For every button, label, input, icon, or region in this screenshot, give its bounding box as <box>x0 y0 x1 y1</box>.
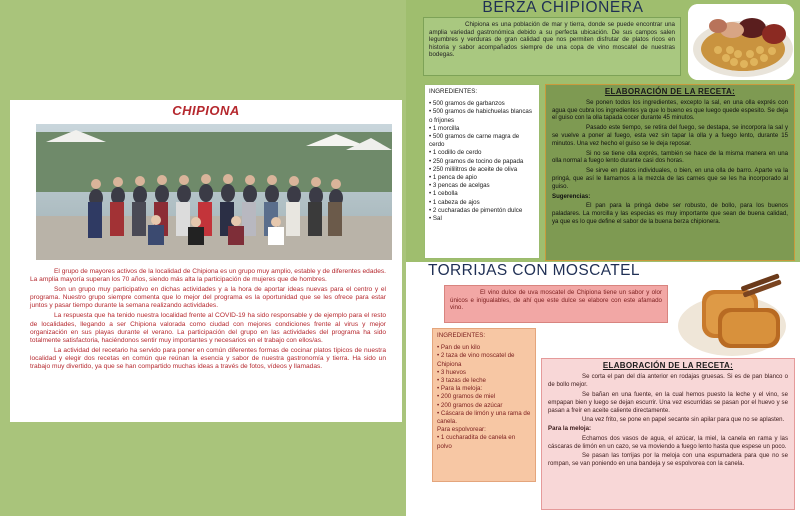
torrijas-intro: El vino dulce de uva moscatel de Chipiona tiene un sabor y olor únicos e inigualables, de ahí que este dulce se elabore con este afamado vino. <box>444 285 668 323</box>
ingredient-item: • 500 gramos de carne magra de cerdo <box>429 133 520 149</box>
berza-title: BERZA CHIPIONERA <box>482 0 644 16</box>
ingredient-item: • 2 taza de vino moscatel de Chipiona <box>437 352 515 368</box>
ingredient-item: Para espolvorear: <box>437 426 486 434</box>
left-body-text <box>30 268 386 373</box>
left-paragraph: La actividad del recetario ha servido para poner en común diferentes formas de cocinar platos típicos de nuestra localidad y elegir dos recetas en común que reúnan la esencia y sabor de nuestra gastronomía y tierra. Ha sido un trabajo muy divertido, ya que se han compartido muchas ideas a través de fotos, vídeos y llamadas. <box>30 346 386 371</box>
berza-intro: Chipiona es una población de mar y tierra, donde se puede encontrar una amplia variedad gastronómica debido a su perfecta ubicación. De sus campos salen legumbres y verduras de gran calidad que nos permiten disfrutar de platos ricos en historia y sabor acompañados siempre de una copa de vino moscatel de nuestras bodegas. <box>423 17 681 76</box>
group-photo <box>36 124 392 260</box>
berza-ingredients-box <box>424 84 540 259</box>
torrijas-illustration <box>674 268 789 360</box>
page-title: CHIPIONA <box>172 103 240 118</box>
ingredient-item: • 500 gramos de habichuelas blancas o frijones <box>429 108 532 124</box>
berza-dish-photo <box>688 4 794 80</box>
torrijas-ingredients-title: INGREDIENTES: <box>437 332 486 339</box>
ingredient-item: • 200 gramos de azúcar <box>437 401 503 409</box>
berza-ingredients-title: INGREDIENTES: <box>429 88 478 95</box>
torrijas-dish-photo <box>674 268 789 360</box>
ingredient-item: • 3 tazas de leche <box>437 377 486 385</box>
group-photo-illustration <box>36 124 392 260</box>
left-paragraph: Son un grupo muy participativo en dichas actividades y a la hora de aportar ideas nuevas para el centro y el programa. Nuestro grupo siempre comenta que lo mejor del programa es la oportunidad que se les ofrece para estar juntos y pasar tiempo durante la semana realizando actividades. <box>30 286 386 310</box>
ingredient-item: • Pan de un kilo <box>437 344 481 352</box>
berza-elaboration-title: ELABORACIÓN DE LA RECETA: <box>604 87 736 96</box>
suggestions-text: El pan para la pringá debe ser robusto, de bollo, para los buenos paladares. La morcilla y las especias es muy importante que sean de buena calidad, ya que es lo que define el sabor de la buena berza chipionera. <box>552 202 788 225</box>
ingredient-item: • 1 cabeza de ajos <box>429 198 480 206</box>
elaboration-step: Se ponen todos los ingredientes, excepto la sal, en una olla exprés con agua que cubra los ingredientes ya que lo bueno es que luego quede espesito. Se deja el guiso con la olla tapada cocer durante 45 minutos. <box>552 98 788 122</box>
elaboration-step: Pasado este tiempo, se retira del fuego, se destapa, se incorpora la sal y se vuelve a poner al fuego, esta vez sin tapar la olla y a fuego lento, durante 15 minutos. Una vez hecho el guiso se le deja reposar. <box>552 124 788 147</box>
ingredient-item: • 200 gramos de miel <box>437 393 496 401</box>
elaboration-step: Se corta el pan del día anterior en rodajas gruesas. Si es de pan blanco o de bollo mejor. <box>548 373 788 389</box>
berza-ingredients-list <box>429 100 535 223</box>
ingredient-item: • 500 gramos de garbanzos <box>429 100 505 108</box>
ingredient-item: • 1 cebolla <box>429 190 458 198</box>
torrijas-ingredients-box <box>432 328 536 482</box>
elaboration-step: Se bañan en una fuente, en la cual hemos puesto la leche y el vino, se empapan bien y luego se dejan escurrir. Una vez escurridas se pasan por el huevo y se pasan a freír en aceite caliente directamente. <box>548 390 788 415</box>
meloja-title: Para la meloja: <box>548 425 592 433</box>
ingredient-item: • 1 cucharadita de canela en polvo <box>437 434 516 450</box>
ingredient-item: • Para la meloja: <box>437 385 483 393</box>
ingredient-item: • Sal <box>429 215 442 223</box>
suggestions-title: Sugerencias: <box>552 192 591 200</box>
ingredient-item: • Cáscara de limón y una rama de canela. <box>437 409 531 426</box>
ingredient-item: • 3 pencas de acelgas <box>429 182 490 190</box>
torrijas-elaboration-box <box>541 358 795 510</box>
elaboration-step: Echamos dos vasos de agua, el azúcar, la miel, la canela en rama y las cáscaras de limón en un cazo, se va moviendo a fuego lento hasta que espese un poco. <box>548 434 788 450</box>
ingredient-item: • 250 mililitros de aceite de oliva <box>429 165 518 173</box>
berza-elaboration-box <box>545 84 795 261</box>
stew-bowl-illustration <box>688 4 794 80</box>
ingredient-item: • 3 huevos <box>437 368 466 376</box>
torrijas-elaboration-title: ELABORACIÓN DE LA RECETA: <box>602 361 734 370</box>
left-paragraph: La respuesta que ha tenido nuestra localidad frente al COVID-19 ha sido responsable y de ejemplo para el resto de localidades, llegando a ser Chipiona valorada como ciudad con mejores condiciones frente al virus y mejor organización en sus playas durante el verano. La participación del grupo en las actividades del programa ha sido totalmente satisfactoria, haciéndonos sentir muy importantes y necesarios en el trabajo con ellos/as. <box>30 312 386 344</box>
torrijas-ingredients-list <box>437 344 531 451</box>
ingredient-item: • 1 penca de apio <box>429 174 477 182</box>
elaboration-step: Una vez frito, se pone en papel secante sin apilar para que no se aplasten. <box>582 416 785 424</box>
torrijas-title: TORRIJAS CON MOSCATEL <box>428 262 640 279</box>
elaboration-step: Se sirve en platos individuales, o bien, en una olla de barro. Aparte va la pringá, que así le llamamos a la mezcla de las carnes que se les ha incorporado al guiso. <box>552 167 788 190</box>
ingredient-item: • 1 morcilla <box>429 124 460 132</box>
ingredient-item: • 2 cucharadas de pimentón dulce <box>429 206 523 214</box>
elaboration-step: Se pasan las torrijas por la meloja con una espumadera para que no se rompan, se van poniendo en una bandeja y se espolvorea con la canela. <box>548 452 788 468</box>
ingredient-item: • 250 gramos de tocino de papada <box>429 157 524 165</box>
ingredient-item: • 1 codillo de cerdo <box>429 149 482 157</box>
elaboration-step: Si no se tiene olla exprés, también se hace de la misma manera en una olla normal a fuego lento durante casi dos horas. <box>552 149 788 165</box>
left-paragraph: El grupo de mayores activos de la localidad de Chipiona es un grupo muy amplio, estable y de diferentes edades. La amplia mayoría superan los 70 años, siendo más alta la participación de mujeres que de hombres. <box>30 268 386 284</box>
